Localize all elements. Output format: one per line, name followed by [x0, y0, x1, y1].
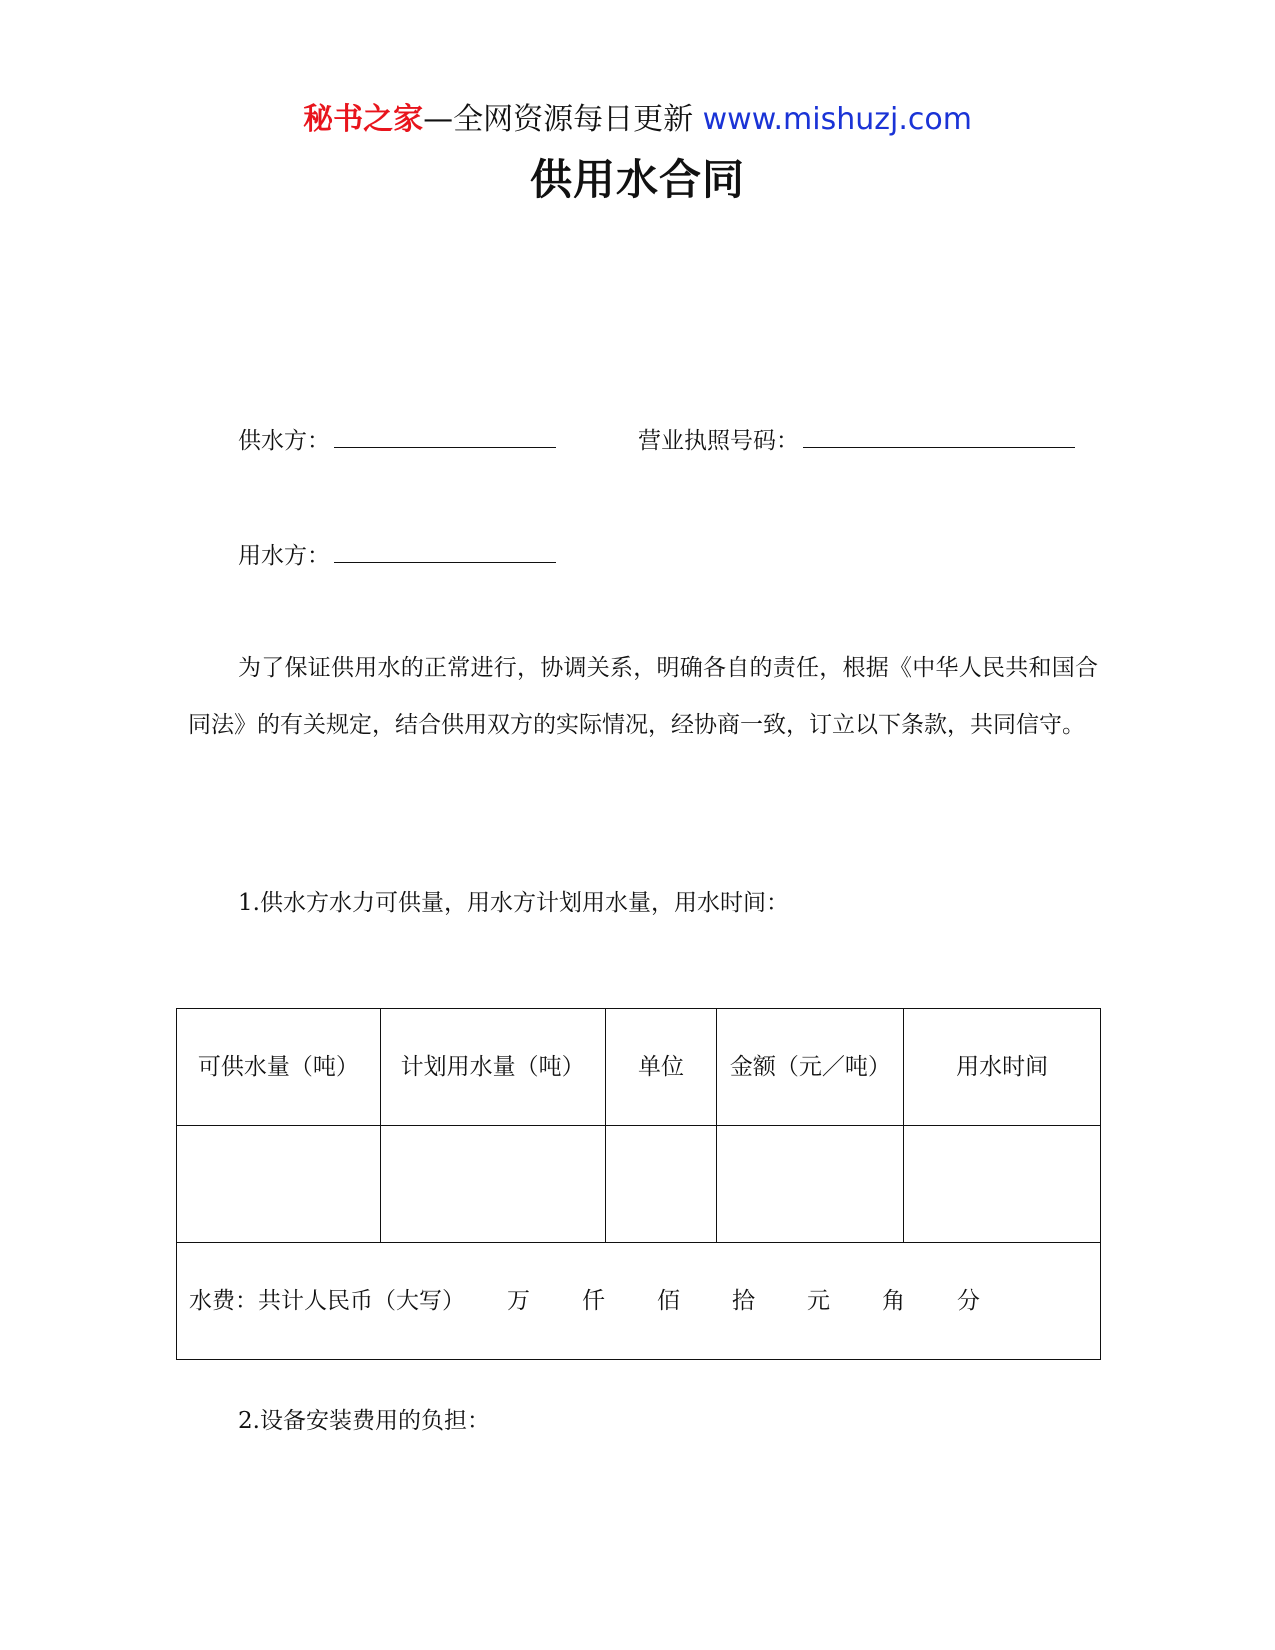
table-header-row [177, 1009, 1101, 1126]
supplier-line [238, 423, 556, 458]
header-available-supply: 可供水量（吨） [177, 1009, 381, 1126]
site-banner [0, 100, 1275, 140]
fee-cell[interactable] [177, 1243, 1101, 1360]
banner-brand: 秘书之家 [303, 102, 424, 137]
license-line [638, 423, 1075, 458]
fee-label: 水费：共计人民币（大写） [189, 1288, 465, 1314]
user-label: 用水方： [238, 543, 330, 569]
header-amount: 金额（元／吨） [717, 1009, 904, 1126]
header-unit: 单位 [605, 1009, 717, 1126]
fee-row [177, 1243, 1101, 1360]
user-line [238, 538, 556, 573]
supplier-blank-field[interactable] [334, 423, 556, 448]
header-planned-usage: 计划用水量（吨） [380, 1009, 605, 1126]
banner-url-link[interactable]: www.mishuzj.com [702, 102, 972, 137]
clause-2: 2.设备安装费用的负担： [238, 1408, 490, 1434]
water-supply-table [176, 1008, 1101, 1360]
banner-tagline: —全网资源每日更新 [423, 102, 694, 137]
intro-paragraph: 为了保证供用水的正常进行，协调关系，明确各自的责任，根据《中华人民共和国合同法》的有关规定，结合供用双方的实际情况，经协商一致，订立以下条款，共同信守。 [188, 655, 1098, 738]
license-label: 营业执照号码： [638, 428, 799, 454]
fee-unit-fen: 分 [957, 1288, 980, 1314]
header-usage-time: 用水时间 [904, 1009, 1101, 1126]
fee-unit-yuan: 元 [807, 1288, 830, 1314]
supplier-label: 供水方： [238, 428, 330, 454]
unit-cell[interactable] [605, 1126, 717, 1243]
amount-cell[interactable] [717, 1126, 904, 1243]
document-title: 供用水合同 [529, 155, 745, 204]
user-blank-field[interactable] [334, 538, 556, 563]
fee-unit-jiao: 角 [882, 1288, 905, 1314]
fee-unit-bai: 佰 [657, 1288, 680, 1314]
license-number-blank-field[interactable] [803, 423, 1075, 448]
fee-unit-qian: 仟 [582, 1288, 605, 1314]
available-supply-cell[interactable] [177, 1126, 381, 1243]
clause-1: 1.供水方水力可供量，用水方计划用水量，用水时间： [238, 890, 789, 916]
fee-unit-wan: 万 [507, 1288, 530, 1314]
planned-usage-cell[interactable] [380, 1126, 605, 1243]
fee-unit-shi: 拾 [732, 1288, 755, 1314]
table-row [177, 1126, 1101, 1243]
usage-time-cell[interactable] [904, 1126, 1101, 1243]
